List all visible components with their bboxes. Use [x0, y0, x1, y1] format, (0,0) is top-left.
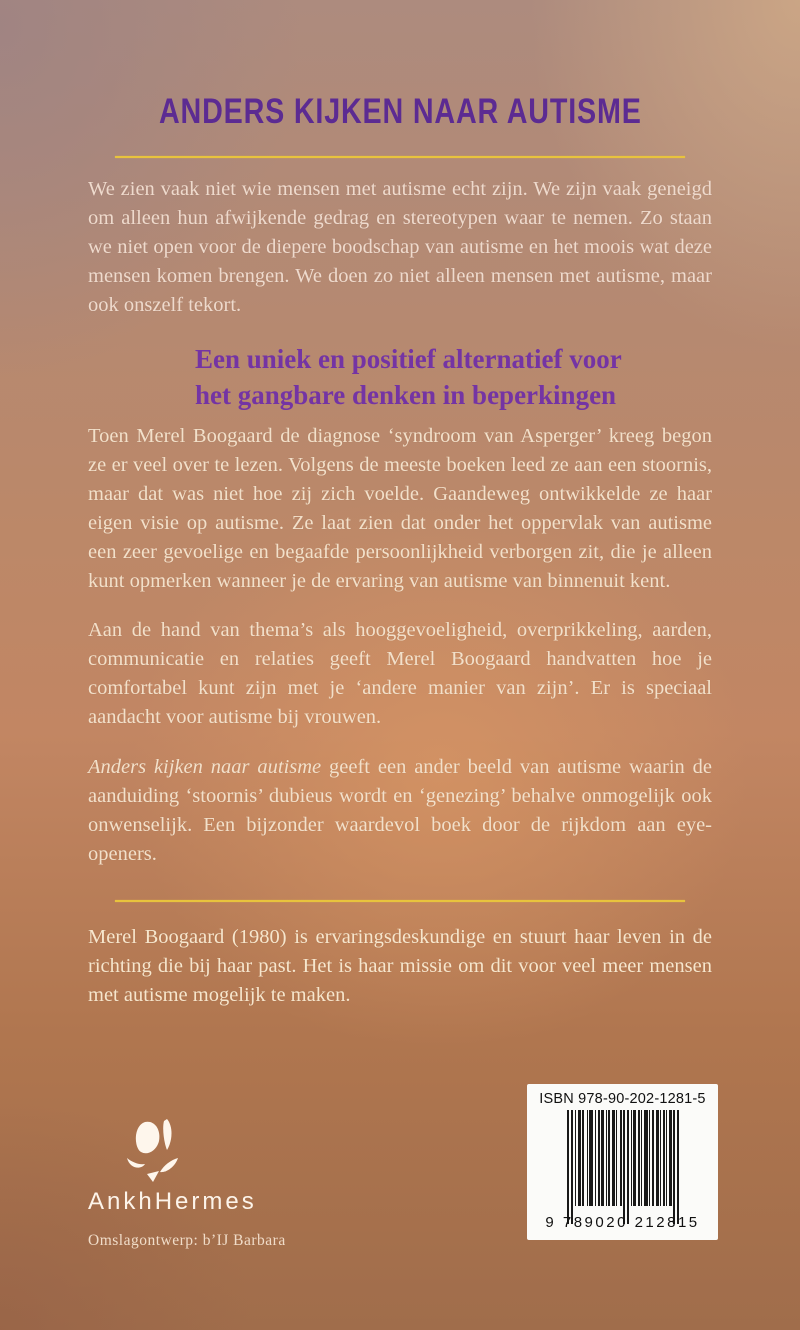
barcode-bar: [575, 1110, 576, 1206]
barcode-bar: [649, 1110, 650, 1206]
author-bio: Merel Boogaard (1980) is ervaringsdeskundige en stuurt haar leven in de richting die bij haar past. Het is haar missie om dit voor veel meer mensen met autisme mogelijk te maken.: [88, 925, 712, 1006]
barcode-bar: [589, 1110, 593, 1206]
cover-content: [0, 94, 800, 1010]
intro-paragraph: We zien vaak niet wie mensen met autisme echt zijn. We zijn vaak geneigd om alleen hun afwijkende gedrag en stereotypen waar te nemen. Zo staan we niet open voor de diepere boodschap van autisme en het moois wat deze mensen komen brengen. We doen zo niet alleen mensen met autisme, maar ook onszelf tekort.: [88, 178, 712, 316]
barcode-bar: [606, 1110, 607, 1206]
gold-divider-bottom: [115, 900, 685, 902]
gold-divider-top: [115, 156, 685, 158]
body-paragraph-2: Aan de hand van thema’s als hooggevoeligheid, overprikkeling, aarden, communicatie en relaties geeft Merel Boogaard handvatten hoe je comfortabel kunt zijn met je ‘andere manier van zijn’. Er is speciaal aandacht voor autisme bij vrouwen.: [88, 619, 712, 728]
barcode-bar: [623, 1110, 625, 1224]
book-title-text: ANDERS KIJKEN NAAR AUTISME: [158, 92, 642, 131]
barcode-bar: [669, 1110, 672, 1206]
barcode-bar: [567, 1110, 569, 1224]
tagline-line-2: het gangbare denken in beperkingen: [195, 379, 617, 410]
barcode-bar: [587, 1110, 588, 1206]
barcode-bar: [677, 1110, 679, 1224]
book-back-cover: [0, 94, 800, 1330]
barcode-bar: [641, 1110, 642, 1206]
barcode-bar: [620, 1110, 622, 1206]
barcode-bar: [571, 1110, 573, 1224]
closing-paragraph: [88, 753, 712, 869]
ankh-flame-icon: [115, 1118, 187, 1184]
barcode-bar: [616, 1110, 617, 1206]
barcode-bar: [627, 1110, 629, 1224]
barcode-bar: [644, 1110, 648, 1206]
barcode-digits: 9 789020 212815: [545, 1214, 700, 1231]
barcode-bar: [673, 1110, 675, 1224]
cover-design-credit: Omslagontwerp: b’IJ Barbara: [88, 1232, 286, 1249]
book-title: [88, 94, 712, 130]
barcode-bar: [601, 1110, 604, 1206]
barcode-bar: [666, 1110, 667, 1206]
tagline: [195, 341, 712, 413]
body-paragraph-1: Toen Merel Boogaard de diagnose ‘syndroom van Asperger’ kreeg begon ze er veel over te lezen. Volgens de meeste boeken leed ze aan een stoornis, maar dat was niet hoe zij zich voelde. Gaandeweg ontwikkelde ze haar eigen visie op autisme. Ze laat zien dat onder het oppervlak van autisme een zeer gevoelige en begaafde persoonlijkheid verborgen zit, die je alleen kunt opmerken wanneer je de ervaring van autisme van binnenuit kent.: [88, 424, 712, 592]
barcode-bar: [598, 1110, 600, 1206]
barcode-bar: [652, 1110, 654, 1206]
barcode-bar: [663, 1110, 665, 1206]
barcode-bar: [582, 1110, 584, 1206]
tagline-line-1: Een uniek en positief alternatief voor: [195, 343, 622, 374]
publisher-block: [88, 1118, 286, 1250]
barcode-bar: [612, 1110, 615, 1206]
isbn-label: ISBN 978-90-202-1281-5: [539, 1091, 706, 1107]
barcode-bar: [631, 1110, 632, 1206]
barcode-bar: [638, 1110, 640, 1206]
isbn-barcode: [527, 1084, 718, 1240]
barcode-bar: [578, 1110, 581, 1206]
barcode-bar: [656, 1110, 659, 1206]
closing-rest: geeft een ander beeld van autisme waarin de aanduiding ‘stoornis’ dubieus wordt en ‘genezing’ behalve onmogelijk ook onwenselijk. Een bijzonder waardevol boek door de rijkdom aan eye-openers.: [88, 755, 712, 865]
barcode-bar: [633, 1110, 636, 1206]
barcode-bar: [660, 1110, 661, 1206]
barcode-bar: [595, 1110, 596, 1206]
barcode-bar: [608, 1110, 610, 1206]
barcode-bars: [527, 1110, 718, 1224]
closing-book-title-italic: Anders kijken naar autisme: [88, 755, 322, 778]
publisher-name: AnkhHermes: [88, 1188, 257, 1215]
